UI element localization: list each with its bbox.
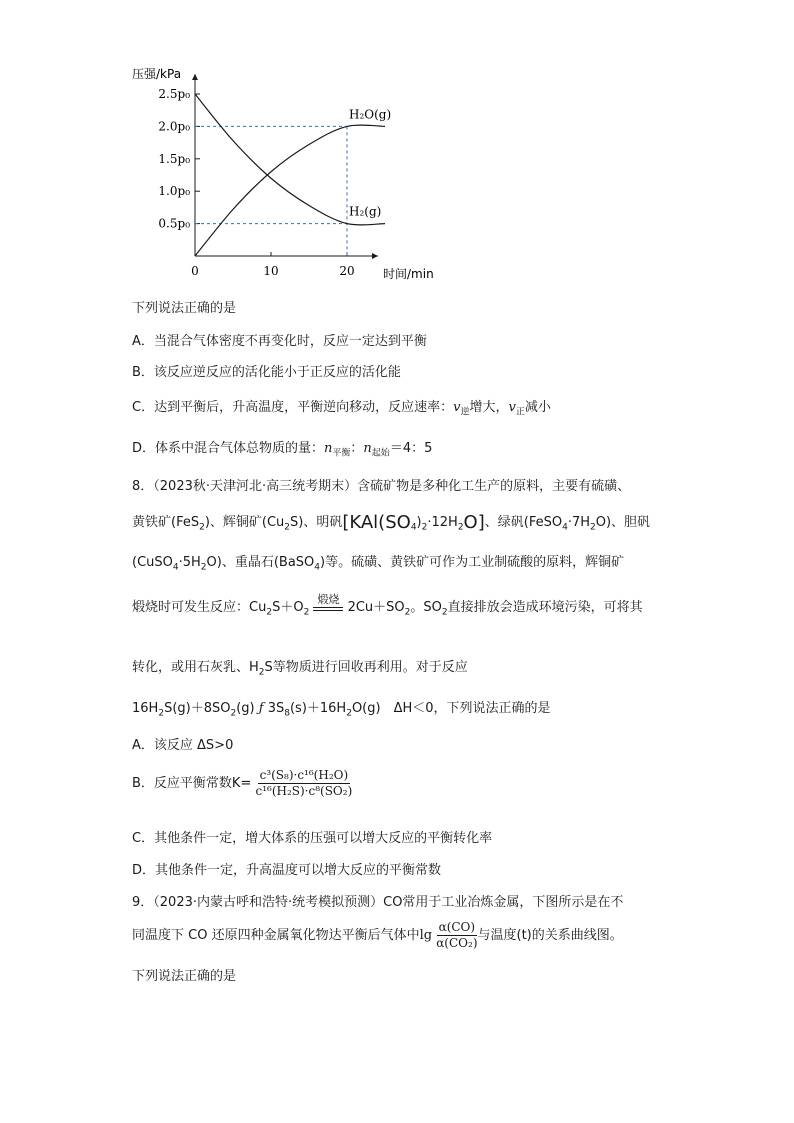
x-tick-label: 10 [263, 264, 279, 278]
q8-line-1: 8．（2023秋·天津河北·高三统考期末）含硫矿物是多种化工生产的原料，主要有硫磺、 [132, 479, 631, 494]
y-tick-label: 1.0p₀ [158, 184, 190, 199]
q8-option-d: D．其他条件一定，升高温度可以增大反应的平衡常数 [132, 863, 442, 878]
y-axis-label: 压强/kPa [132, 67, 182, 81]
x-axis-label: 时间/min [383, 267, 434, 281]
q8-option-c: C．其他条件一定，增大体系的压强可以增大反应的平衡转化率 [132, 831, 493, 846]
equilibrium-constant-fraction: $\frac{\text{c³(S₈)·c¹⁶(H₂O)}}{\text{c¹⁶(H₂S)·c⁸(SO₂)}}$ [255, 768, 353, 798]
h2o-series-label: H₂O(g) [349, 107, 392, 122]
q9-line-3: 下列说法正确的是 [132, 969, 237, 984]
y-tick-label: 2.5p₀ [158, 87, 190, 101]
q7-stem: 下列说法正确的是 [132, 301, 237, 316]
q7-option-d: D．体系中混合气体总物质的量：$n_{平衡}$：$n_{起始}=4$：5 [132, 441, 433, 459]
q8-option-b: B．反应平衡常数K= $\frac{\text{c³(S₈)·c¹⁶(H₂O)}}{\text{c¹⁶(H₂S)·c⁸(SO₂)}}$ [132, 768, 353, 798]
x-tick-label: 20 [339, 264, 355, 278]
q8-line-4: 煅烧时可发生反应：$Cu_2S+O_2$ 煅烧 $2Cu+SO_2$。$SO_2$直接排放会造成环境污染，可将其 [132, 594, 643, 621]
q8-option-a: A．该反应 ΔS>0 [132, 738, 234, 753]
q7-option-b: B．该反应逆反应的活化能小于正反应的活化能 [132, 365, 401, 380]
q8-line-2: 黄铁矿(FeS$_2$)、辉铜矿$(Cu_2S)$、明矾$[KAl(SO_4)_2\cdot 12H_2O]$、绿矾$(FeSO_4\cdot 7H_2O)$、胆矾 [132, 512, 651, 533]
h2o-series-line [195, 125, 385, 256]
q7-option-c: C．达到平衡后，升高温度，平衡逆向移动，反应速率：$v_逆$增大，$v_正$减小 [132, 400, 551, 418]
q9-line-1: 9．（2023·内蒙古呼和浩特·统考模拟预测）CO常用于工业冶炼金属，下图所示是在不 [132, 895, 624, 910]
q8-line-3: $(CuSO_4\cdot 5H_2O)$、重晶石(BaSO$_4$)等。硫磺、黄铁矿可作为工业制硫酸的原料，辉铜矿 [132, 555, 625, 573]
h2-series-label: H₂(g) [349, 204, 382, 219]
reaction-condition: 煅烧 [313, 594, 343, 621]
q7-option-a: A．当混合气体密度不再变化时，反应一定达到平衡 [132, 334, 427, 349]
q9-line-2: 同温度下 CO 还原四种金属氧化物达平衡后气体中lg $\frac{\alpha(CO)}{\text{α(CO₂)}}$ 与温度(t)的关系曲线图。 [132, 920, 623, 950]
y-tick-label: 0.5p₀ [158, 216, 190, 231]
y-tick-label: 1.5p₀ [158, 151, 190, 166]
pressure-time-chart [0, 0, 794, 290]
x-tick-label: 0 [191, 264, 199, 278]
q8-line-5: 转化，或用石灰乳、$H_2S$等物质进行回收再利用。对于反应 [132, 660, 468, 678]
y-tick-label: 2.0p₀ [158, 119, 190, 134]
q8-line-6: $16H_2S(g)+8SO_2(g)$ ƒ $3S_8(s)+16H_2O(g)$ ΔH＜0，下列说法正确的是 [132, 701, 551, 719]
lg-ratio-fraction: $\frac{\alpha(CO)}{\text{α(CO₂)}}$ [436, 920, 478, 950]
